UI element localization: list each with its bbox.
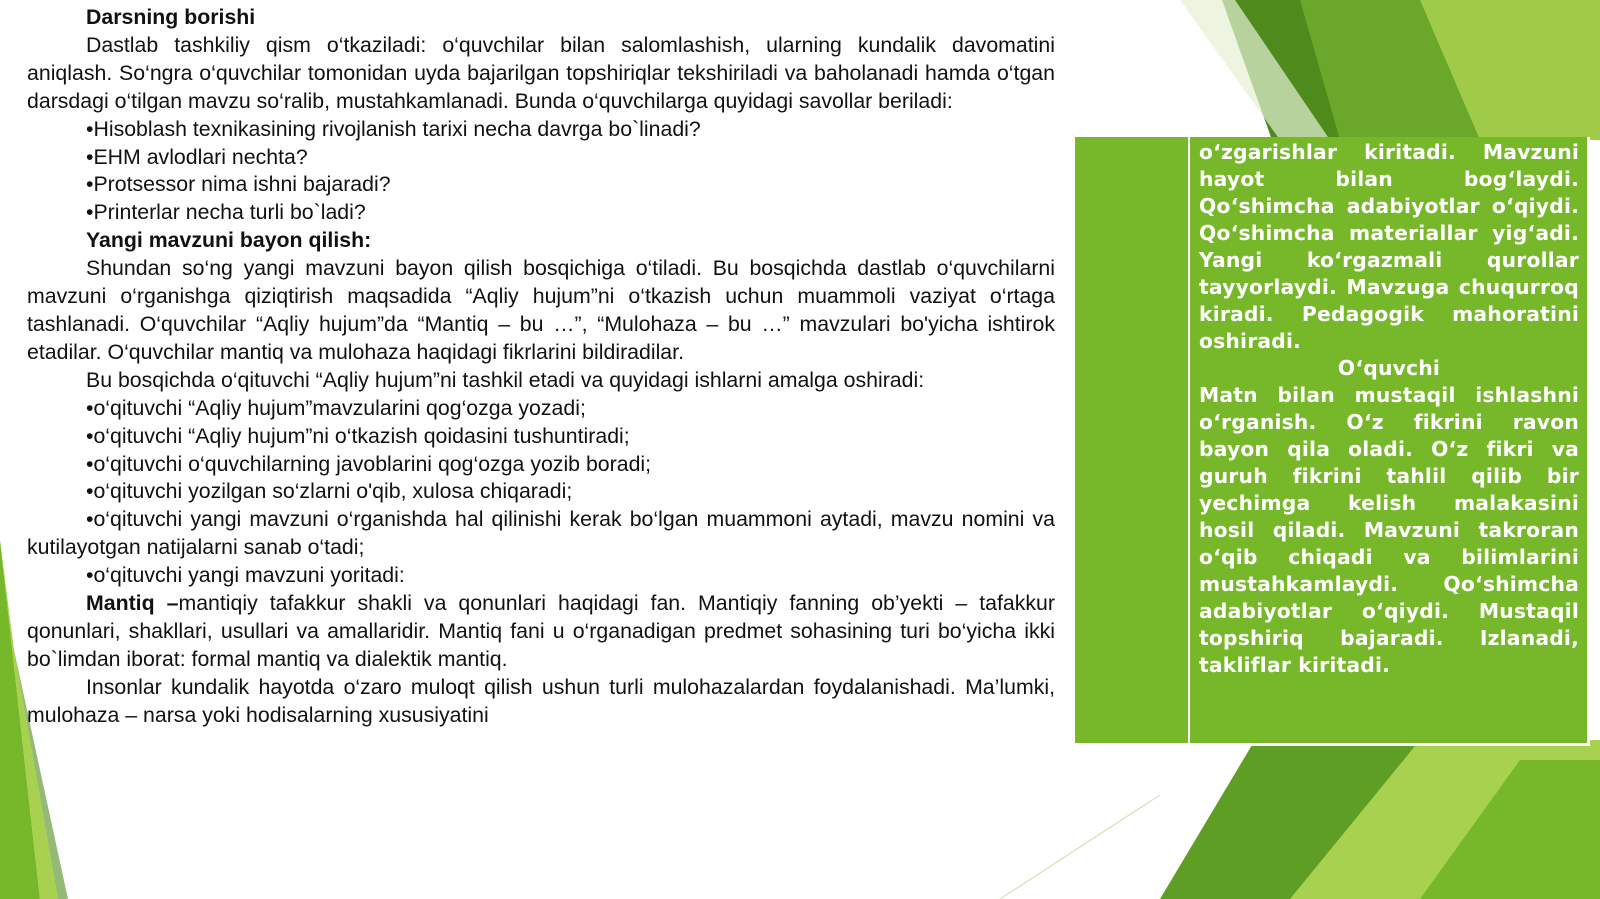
mantiq-definition-text: mantiqiy tafakkur shakli va qonunlari haqidagi fan. Mantiqiy fanning ob’yekti – tafakkur qonunlari, shakllari, usullari va amallaridir. Mantiq fani u o‘rganadigan predmet sohasining turi bo‘yicha ikki bo`limdan iborat: formal mantiq va dialektik mantiq. — [27, 591, 1055, 671]
question-item: •Printerlar necha turli bo`ladi? — [86, 200, 366, 225]
teacher-action-item: •o‘qituvchi “Aqliy hujum”ni o‘tkazish qoidasini tushuntiradi; — [86, 423, 630, 448]
lesson-text — [27, 4, 1055, 730]
question-item: •EHM avlodlari nechta? — [86, 144, 308, 169]
new-topic-paragraph: Shundan so‘ng yangi mavzuni bayon qilish bosqichiga o‘tiladi. Bu bosqichda dastlab o‘quvchilarni mavzuni o‘rganishga qiziqtirish maqsadida “Aqliy hujum”ni o‘tkazish uchun muammoli vaziyat o‘rtaga tashlanadi. O‘quvchilar “Aqliy hujum”da “Mantiq – bu …”, “Mulohaza – bu …” mavzulari bo'yicha ishtirok etadilar. O‘quvchilar mantiq va mulohaza haqidagi fikrlarini bildiradilar. — [27, 256, 1055, 364]
teacher-paragraph: Bu bosqichda o‘qituvchi “Aqliy hujum”ni tashkil etadi va quyidagi ishlarni amalga oshiradi: — [86, 367, 925, 392]
teacher-action-item: •o‘qituvchi “Aqliy hujum”mavzularini qog‘ozga yozadi; — [86, 395, 586, 420]
mantiq-term: Mantiq – — [86, 591, 179, 616]
table-border-bottom — [1075, 743, 1590, 746]
teacher-action-item: •o‘qituvchi yangi mavzuni o‘rganishda hal qilinishi kerak bo‘lgan muammoni aytadi, mavzu nomini va kutilayotgan natijalarni sanab o‘tadi; — [27, 507, 1055, 560]
teacher-action-item: •o‘qituvchi o‘quvchilarning javoblarini qog‘ozga yozib boradi; — [86, 451, 652, 476]
side-panel-cell — [1199, 139, 1579, 679]
heading-new-topic: Yangi mavzuni bayon qilish: — [86, 228, 372, 253]
last-paragraph: Insonlar kundalik hayotda o‘zaro muloqt qilish ushun turli mulohazalardan foydalanishadi. Ma’lumki, mulohaza – narsa yoki hodisalarning xususiyatini — [27, 674, 1055, 727]
intro-paragraph: Dastlab tashkiliy qism o‘tkaziladi: o‘quvchilar bilan salomlashish, ularning kundalik davomatini aniqlash. So‘ngra o‘quvchilar tomonidan uyda bajarilgan topshiriqlar tekshiriladi va baholanadi hamda o‘tgan darsdagi o‘tilgan mavzu so‘ralib, mustahkamlanadi. Bunda o‘quvchilarga quyidagi savollar beriladi: — [27, 32, 1055, 113]
mantiq-definition — [27, 590, 1055, 674]
side-panel-table — [1075, 137, 1590, 746]
question-item: •Hisoblash texnikasining rivojlanish tarixi necha davrga bo`linadi? — [86, 116, 701, 141]
table-border-right — [1587, 137, 1590, 746]
teacher-role-text: o‘zgarishlar kiritadi. Mavzuni hayot bilan bog‘laydi. Qo‘shimcha adabiyotlar o‘qiydi. Qo‘shimcha materiallar yig‘adi. Yangi ko‘rgazmali qurollar tayyorlaydi. Mavzuga chuqurroq kiradi. Pedagogik mahoratini oshiradi. — [1199, 140, 1579, 353]
heading-lesson-procedure: Darsning borishi — [86, 5, 256, 29]
teacher-action-item: •o‘qituvchi yozilgan so‘zlarni o'qib, xulosa chiqaradi; — [86, 479, 573, 504]
student-role-text: Matn bilan mustaqil ishlashni o‘rganish. O‘z fikrini ravon bayon qila oladi. O‘z fikri va guruh fikrini tahlil qilib bir yechimga kelish malakasini hosil qiladi. Mavzuni takroran o‘qib chiqadi va bilimlarini mustahkamlaydi. Qo‘shimcha adabiyotlar o‘qiydi. Mustaqil topshiriq bajaradi. Izlanadi, takliflar kiritadi. — [1199, 383, 1579, 677]
student-heading: O‘quvchi — [1337, 356, 1441, 380]
question-item: •Protsessor nima ishni bajaradi? — [86, 172, 391, 197]
column-divider — [1188, 137, 1190, 746]
teacher-action-item: •o‘qituvchi yangi mavzuni yoritadi: — [86, 563, 405, 588]
